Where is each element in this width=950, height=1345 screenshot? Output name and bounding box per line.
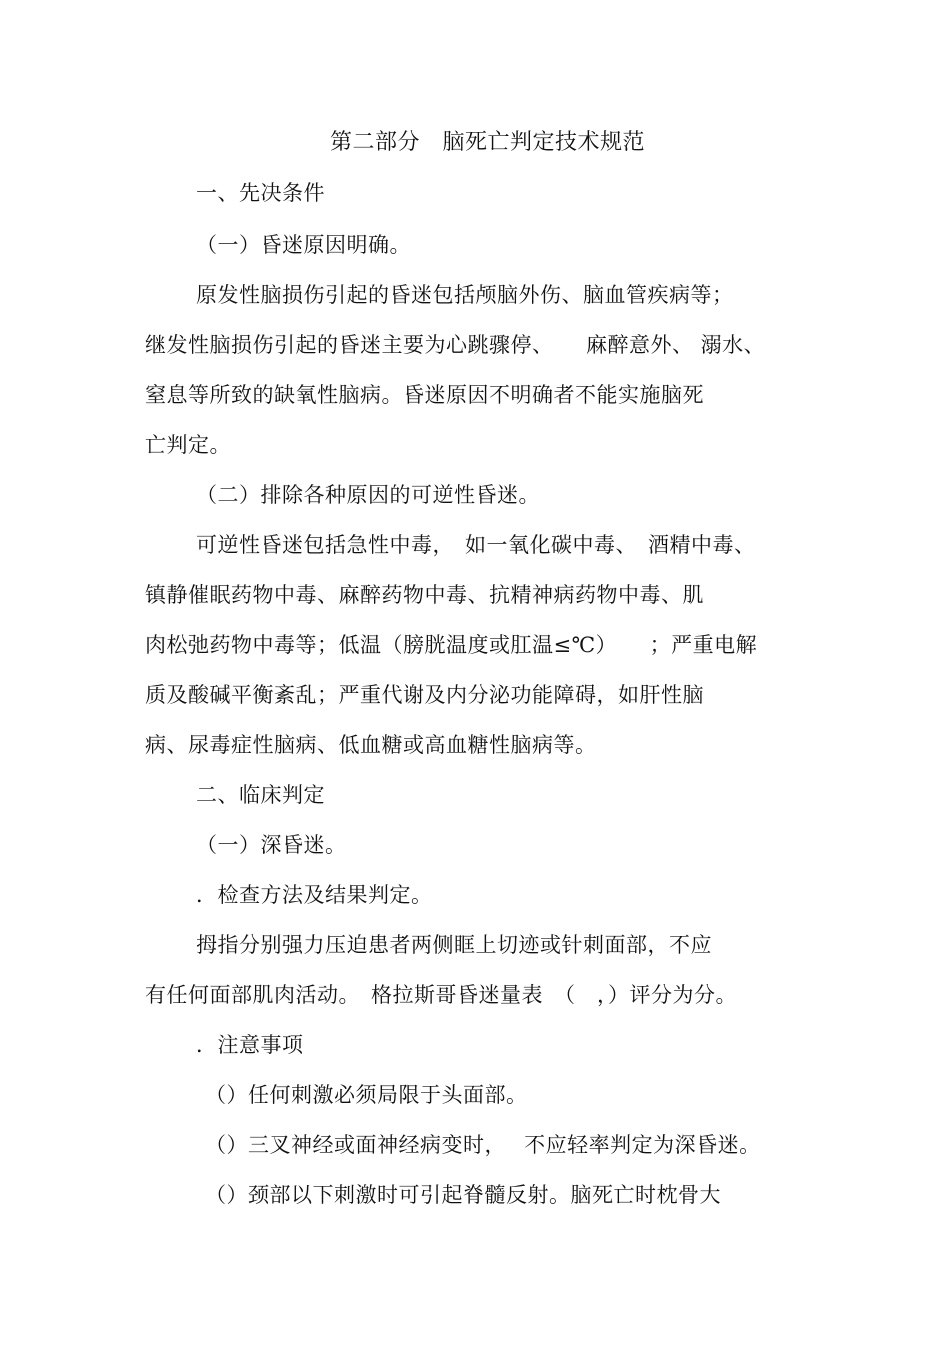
list-item: （）颈部以下刺激时可引起脊髓反射。脑死亡时枕骨大 bbox=[205, 1183, 721, 1207]
list-item: ．注意事项 bbox=[196, 1033, 304, 1057]
list-item: （）三叉神经或面神经病变时， 不应轻率判定为深昏迷。 bbox=[205, 1133, 761, 1157]
paragraph-line: 窒息等所致的缺氧性脑病。昏迷原因不明确者不能实施脑死 bbox=[145, 383, 704, 407]
section-heading: 二、临床判定 bbox=[196, 783, 325, 807]
paragraph-line: 镇静催眠药物中毒、麻醉药物中毒、抗精神病药物中毒、肌 bbox=[145, 583, 704, 607]
section-heading: 一、先决条件 bbox=[196, 181, 325, 205]
paragraph-line: 病、尿毒症性脑病、低血糖或高血糖性脑病等。 bbox=[145, 733, 597, 757]
paragraph-line: 拇指分别强力压迫患者两侧眶上切迹或针刺面部，不应 bbox=[196, 933, 712, 957]
paragraph-line: 肉松弛药物中毒等；低温（膀胱温度或肛温≤℃） ；严重电解 bbox=[145, 633, 758, 657]
document-title: 第二部分 脑死亡判定技术规范 bbox=[330, 130, 646, 155]
paragraph-line: 可逆性昏迷包括急性中毒， 如一氧化碳中毒、 酒精中毒、 bbox=[196, 533, 756, 557]
paragraph-line: 原发性脑损伤引起的昏迷包括颅脑外伤、脑血管疾病等； bbox=[196, 283, 734, 307]
paragraph-line: 有任何面部肌肉活动。 格拉斯哥昏迷量表 （ ，）评分为分。 bbox=[145, 983, 737, 1007]
paragraph-line: 质及酸碱平衡紊乱；严重代谢及内分泌功能障碍，如肝性脑 bbox=[145, 683, 704, 707]
subsection-heading: （一）深昏迷。 bbox=[196, 833, 347, 857]
subsection-heading: （一）昏迷原因明确。 bbox=[196, 233, 411, 257]
list-item: ．检查方法及结果判定。 bbox=[196, 883, 433, 907]
list-item: （）任何刺激必须局限于头面部。 bbox=[205, 1083, 528, 1107]
paragraph-line: 亡判定。 bbox=[145, 433, 231, 457]
subsection-heading: （二）排除各种原因的可逆性昏迷。 bbox=[196, 483, 540, 507]
paragraph-line: 继发性脑损伤引起的昏迷主要为心跳骤停、 麻醉意外、 溺水、 bbox=[145, 333, 766, 357]
